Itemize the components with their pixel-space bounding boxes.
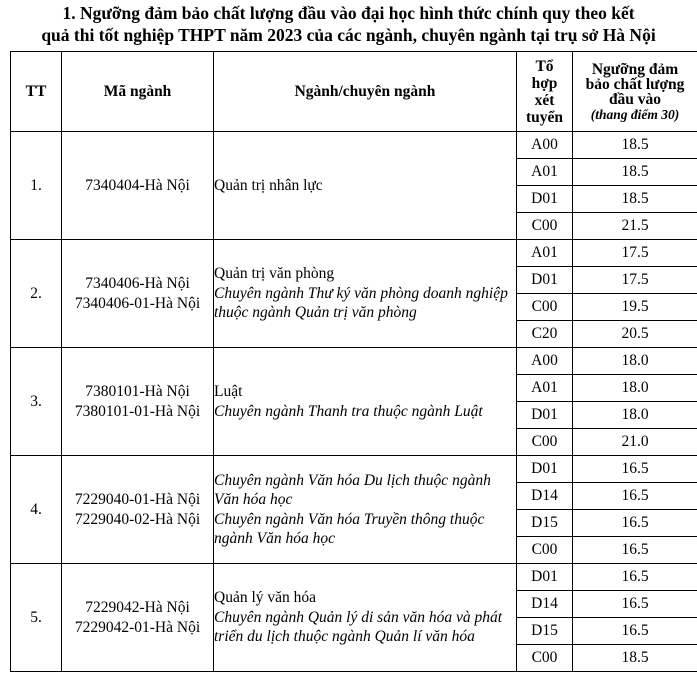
subject-combination: D15: [517, 618, 573, 645]
header-threshold-line-2: bảo chất lượng: [585, 75, 685, 93]
major-code: 7340406-Hà Nội: [85, 274, 190, 292]
table-body: [11, 132, 697, 672]
row-number: 4.: [11, 456, 62, 564]
major-code: 7229042-Hà Nội: [85, 598, 190, 616]
document-title: [0, 2, 697, 46]
header-combination: [517, 52, 573, 132]
threshold-score: 18.0: [573, 402, 697, 429]
major-code-cell: [62, 132, 214, 240]
subject-combination: C00: [517, 294, 573, 321]
title-line-2: quả thi tốt nghiệp THPT năm 2023 của các ngành, chuyên ngành tại trụ sở Hà Nội: [41, 25, 656, 45]
subject-combination: A00: [517, 348, 573, 375]
major-name: Quản lý văn hóa: [214, 589, 317, 607]
subject-combination: D01: [517, 402, 573, 429]
threshold-score: 21.0: [573, 429, 697, 456]
threshold-score: 20.5: [573, 321, 697, 348]
row-number: 5.: [11, 564, 62, 672]
subject-combination: A01: [517, 375, 573, 402]
row-number: 3.: [11, 348, 62, 456]
header-major: Ngành/chuyên ngành: [214, 52, 517, 132]
specialization-name: Chuyên ngành Văn hóa Du lịch thuộc ngành Văn hóa học: [214, 471, 491, 508]
subject-combination: D01: [517, 456, 573, 483]
subject-combination: A00: [517, 132, 573, 159]
major-code-cell: [62, 456, 214, 564]
threshold-score: 17.5: [573, 267, 697, 294]
subject-combination: D15: [517, 510, 573, 537]
header-threshold-line-3: đầu vào: [608, 90, 662, 108]
threshold-score: 17.5: [573, 240, 697, 267]
specialization-name: Chuyên ngành Văn hóa Truyền thông thuộc ngành Văn hóa học: [214, 510, 485, 547]
header-combination-line-3: xét: [534, 91, 555, 109]
major-code-cell: [62, 240, 214, 348]
major-code: 7380101-01-Hà Nội: [74, 402, 201, 420]
header-combination-line-4: tuyển: [525, 108, 564, 126]
header-tt: TT: [11, 52, 62, 132]
subject-combination: C00: [517, 645, 573, 672]
subject-combination: D01: [517, 267, 573, 294]
major-name: Quản trị văn phòng: [214, 265, 335, 283]
major-name-cell: [214, 240, 517, 348]
threshold-score: 19.5: [573, 294, 697, 321]
major-code: 7229042-01-Hà Nội: [74, 618, 201, 636]
major-name-cell: [214, 132, 517, 240]
header-threshold-line-1: Ngưỡng đảm: [591, 60, 679, 78]
specialization-name: Chuyên ngành Quản lý di sản văn hóa và phát triển du lịch thuộc ngành Quản lí văn hóa: [214, 608, 503, 646]
subject-combination: D01: [517, 564, 573, 591]
major-code-cell: [62, 564, 214, 672]
subject-combination: C00: [517, 429, 573, 456]
header-code: Mã ngành: [62, 52, 214, 132]
table-row: [11, 132, 697, 159]
threshold-score: 16.5: [573, 564, 697, 591]
major-code: 7229040-02-Hà Nội: [74, 510, 201, 528]
threshold-score: 16.5: [573, 591, 697, 618]
table-row: [11, 564, 697, 591]
specialization-name: Chuyên ngành Thư ký văn phòng doanh nghiệp thuộc ngành Quản trị văn phòng: [214, 284, 508, 322]
threshold-score: 21.5: [573, 213, 697, 240]
title-line-1: 1. Ngưỡng đảm bảo chất lượng đầu vào đại học hình thức chính quy theo kết: [62, 3, 635, 23]
major-name: Quản trị nhân lực: [214, 176, 323, 194]
header-threshold-scale-note: (thang điểm 30): [590, 106, 680, 122]
major-name-cell: [214, 564, 517, 672]
threshold-score: 16.5: [573, 483, 697, 510]
header-combination-line-1: Tổ: [535, 57, 554, 75]
major-code: 7340404-Hà Nội: [85, 176, 190, 194]
threshold-score: 18.0: [573, 348, 697, 375]
table-row: [11, 348, 697, 375]
major-code: 7340406-01-Hà Nội: [74, 294, 201, 312]
specialization-name: Chuyên ngành Thanh tra thuộc ngành Luật: [214, 402, 483, 420]
subject-combination: C00: [517, 213, 573, 240]
subject-combination: D01: [517, 186, 573, 213]
row-number: 2.: [11, 240, 62, 348]
threshold-score: 16.5: [573, 537, 697, 564]
subject-combination: D14: [517, 591, 573, 618]
admission-threshold-table: [10, 51, 697, 672]
subject-combination: D14: [517, 483, 573, 510]
header-combination-line-2: hợp: [531, 74, 558, 92]
subject-combination: A01: [517, 159, 573, 186]
major-name-cell: [214, 456, 517, 564]
threshold-score: 18.5: [573, 132, 697, 159]
major-code: 7380101-Hà Nội: [85, 382, 190, 400]
major-code-cell: [62, 348, 214, 456]
threshold-score: 16.5: [573, 618, 697, 645]
header-row: [11, 52, 697, 132]
table-row: [11, 456, 697, 483]
threshold-score: 16.5: [573, 456, 697, 483]
table-row: [11, 240, 697, 267]
subject-combination: C00: [517, 537, 573, 564]
subject-combination: A01: [517, 240, 573, 267]
major-name-cell: [214, 348, 517, 456]
header-threshold: [573, 52, 697, 132]
major-code: 7229040-01-Hà Nội: [74, 490, 201, 508]
threshold-score: 18.5: [573, 186, 697, 213]
threshold-score: 16.5: [573, 510, 697, 537]
threshold-score: 18.5: [573, 645, 697, 672]
threshold-score: 18.0: [573, 375, 697, 402]
row-number: 1.: [11, 132, 62, 240]
threshold-score: 18.5: [573, 159, 697, 186]
subject-combination: C20: [517, 321, 573, 348]
major-name: Luật: [214, 383, 243, 400]
